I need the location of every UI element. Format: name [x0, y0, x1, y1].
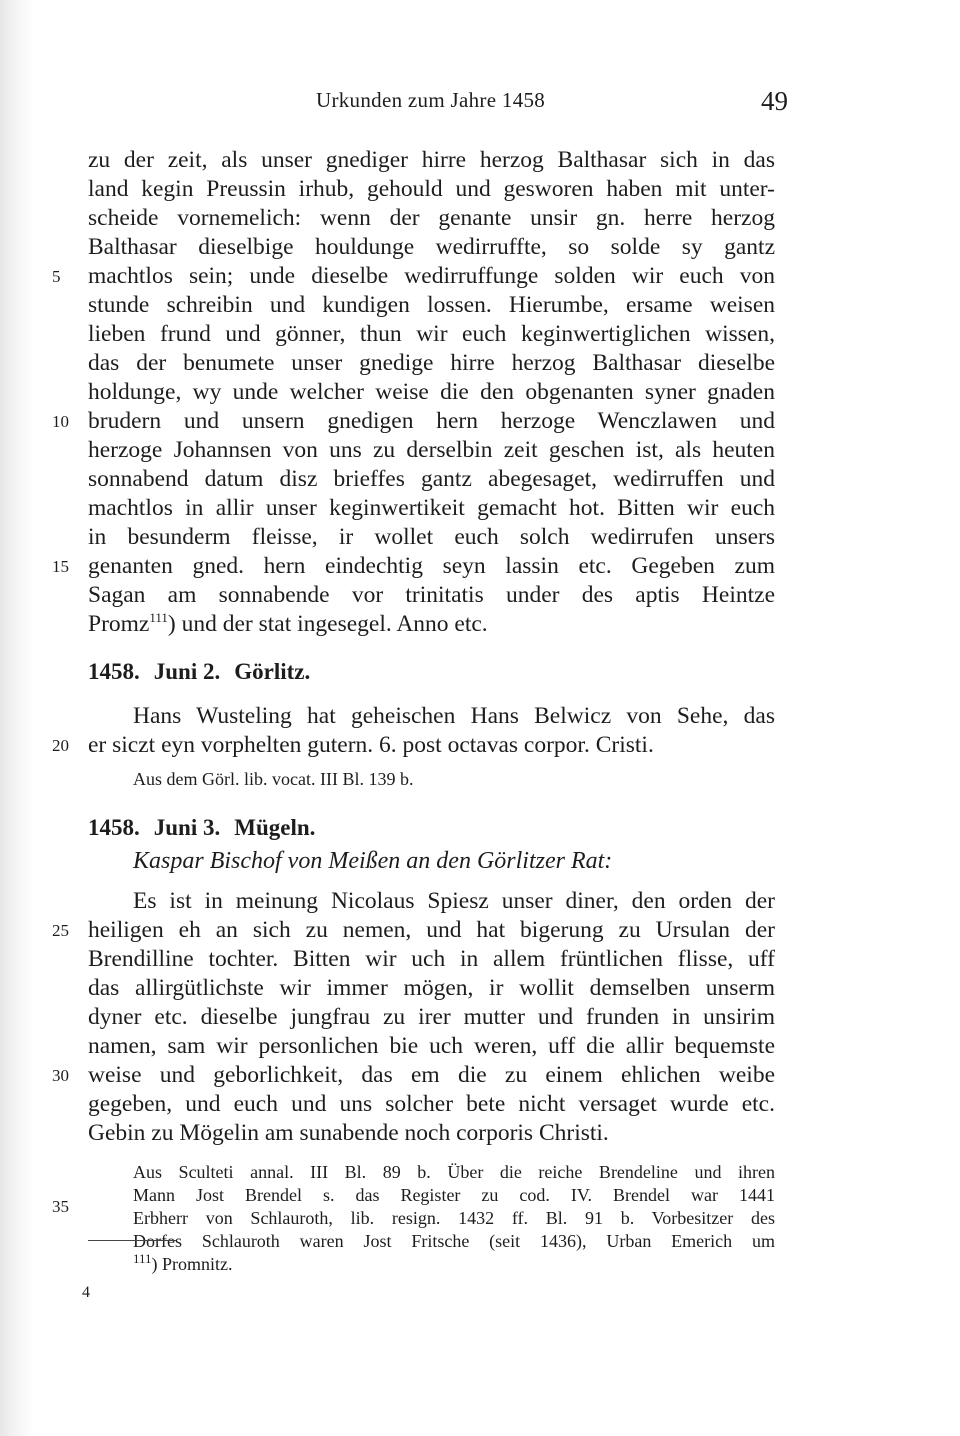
- entry-place: Görlitz.: [234, 659, 311, 684]
- text-line: heiligen eh an sich zu nemen, und hat bigerung zu Ursulan der: [88, 917, 775, 943]
- footnote-mark: 111: [133, 1251, 152, 1266]
- text-line: Brendilline tochter. Bitten wir uch in allem früntlichen flisse, uff: [88, 946, 775, 972]
- entry-date: Juni 2.: [153, 659, 221, 684]
- text-line: [88, 610, 775, 639]
- text-line: Hans Wusteling hat geheischen Hans Belwicz von Sehe, das: [133, 703, 775, 729]
- text-line: machtlos sein; unde dieselbe wedirruffunge solden wir euch von: [88, 263, 775, 289]
- source-note-line: Erbherr von Schlauroth, lib. resign. 1432 ff. Bl. 91 b. Vorbesitzer des: [133, 1208, 775, 1228]
- page-edge-shadow: [0, 0, 34, 1436]
- text-line: genanten gned. hern eindechtig seyn lassin etc. Gegeben zum: [88, 553, 775, 579]
- text-line: Es ist in meinung Nicolaus Spiesz unser diner, den orden der: [133, 888, 775, 914]
- text-fragment: ) und der stat ingesegel. Anno etc.: [167, 611, 488, 637]
- source-reference: Aus dem Görl. lib. vocat. III Bl. 139 b.: [133, 769, 414, 789]
- text-line: gegeben, und euch und uns solcher bete nicht versaget wurde etc.: [88, 1091, 775, 1117]
- text-line: brudern und unsern gnedigen hern herzoge Wenczlawen und: [88, 408, 775, 434]
- entry-year: 1458.: [88, 815, 140, 840]
- line-number: 25: [52, 921, 69, 940]
- text-line: lieben frund und gönner, thun wir euch keginwertiglichen wissen,: [88, 321, 775, 347]
- line-number: 35: [52, 1197, 69, 1216]
- text-line: stunde schreibin und kundigen lossen. Hierumbe, ersame weisen: [88, 292, 775, 318]
- text-line: zu der zeit, als unser gnediger hirre herzog Balthasar sich in das: [88, 147, 775, 173]
- text-fragment: Promz: [88, 611, 150, 637]
- text-line: namen, sam wir personlichen bie uch weren, uff die allir bequemste: [88, 1033, 775, 1059]
- text-line: in besunderm fleisse, ir wollet euch solch wedirrufen unsers: [88, 524, 775, 550]
- text-line: holdunge, wy unde welcher weise die den obgenanten syner gnaden: [88, 379, 775, 405]
- text-line: Sagan am sonnabende vor trinitatis under des aptis Heintze: [88, 582, 775, 608]
- entry-heading: [88, 813, 329, 842]
- page-header: [88, 86, 788, 122]
- page-number: 49: [761, 86, 788, 116]
- footnote-text: ) Promnitz.: [151, 1254, 233, 1274]
- text-line: Balthasar dieselbige houldunge wedirruffte, so solde sy gantz: [88, 234, 775, 260]
- line-number: 20: [52, 736, 69, 755]
- text-line: sonnabend datum disz brieffes gantz abegesaget, wedirruffen und: [88, 466, 775, 492]
- entry-date: Juni 3.: [153, 815, 221, 840]
- footnote-reference: 111: [149, 610, 168, 626]
- line-number: 10: [52, 412, 69, 431]
- text-line: machtlos in allir unser keginwertikeit gemacht hot. Bitten wir euch: [88, 495, 775, 521]
- text-line: er siczt eyn vorphelten gutern. 6. post octavas corpor. Cristi.: [88, 732, 654, 758]
- text-line: land kegin Preussin irhub, gehould und gesworen haben mit unter-: [88, 176, 775, 202]
- line-number: 30: [52, 1066, 69, 1085]
- text-line: scheide vornemelich: wenn der genante unsir gn. herre herzog: [88, 205, 775, 231]
- text-line: herzoge Johannsen von uns zu derselbin zeit geschen ist, als heuten: [88, 437, 775, 463]
- line-number: 5: [52, 267, 61, 286]
- source-note-line: Dorfes Schlauroth waren Jost Fritsche (seit 1436), Urban Emerich um: [133, 1231, 775, 1251]
- signature-mark: 4: [82, 1284, 90, 1301]
- text-line: das der benumete unser gnedige hirre herzog Balthasar dieselbe: [88, 350, 775, 376]
- text-line: Gebin zu Mögelin am sunabende noch corporis Christi.: [88, 1120, 609, 1146]
- entry-place: Mügeln.: [234, 815, 316, 840]
- running-head: Urkunden zum Jahre 1458: [316, 88, 546, 112]
- footnote-rule: [88, 1240, 176, 1241]
- source-note-line: Aus Sculteti annal. III Bl. 89 b. Über die reiche Brendeline und ihren: [133, 1162, 775, 1182]
- text-line: weise und geborlichkeit, das em die zu einem ehlichen weibe: [88, 1062, 775, 1088]
- text-line: dyner etc. dieselbe jungfrau zu irer mutter und frunden in unsirim: [88, 1004, 775, 1030]
- source-note-line: Mann Jost Brendel s. das Register zu cod. IV. Brendel war 1441: [133, 1185, 775, 1205]
- letter-intro: Kaspar Bischof von Meißen an den Görlitzer Rat:: [133, 848, 613, 874]
- text-line: das allirgütlichste wir immer mögen, ir wollit demselben unserm: [88, 975, 775, 1001]
- footnote: [133, 1252, 233, 1276]
- line-number: 15: [52, 557, 69, 576]
- entry-year: 1458.: [88, 659, 140, 684]
- entry-heading: [88, 657, 324, 686]
